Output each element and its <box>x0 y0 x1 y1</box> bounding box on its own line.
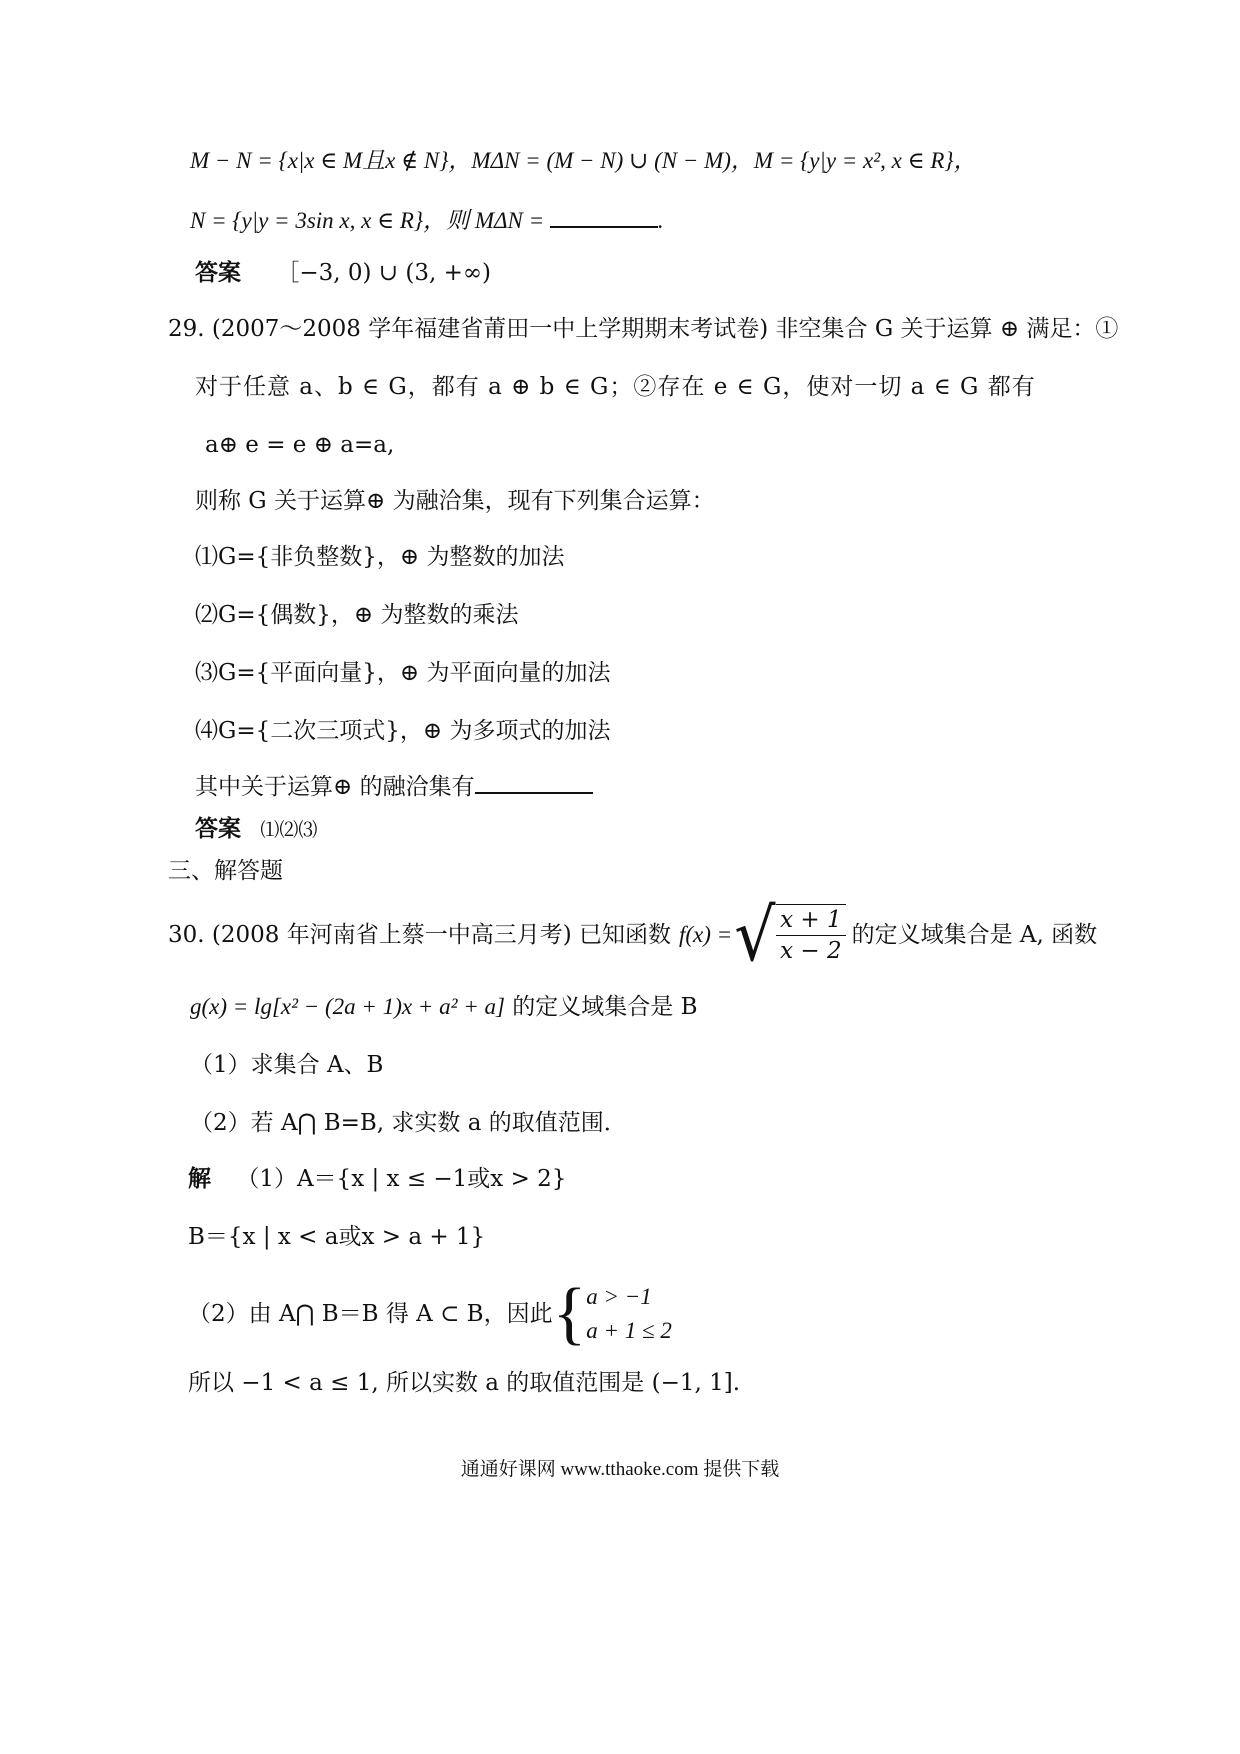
option-4: ⑷G={二次三项式}，⊕ 为多项式的加法 <box>195 718 611 744</box>
function-g: g(x) = lg[x² − (2a + 1)x + a² + a] <box>190 994 505 1019</box>
question-30-line-1 <box>168 893 1098 977</box>
solution-part-2-prefix: （2）由 A⋂ B＝B 得 A ⊂ B，因此 <box>188 1301 553 1327</box>
question-29-line-1: 29. (2007～2008 学年福建省莆田一中上学期期末考试卷) 非空集合 G 关于运算 ⊕ 满足：① <box>168 316 1119 342</box>
question-28-ask-text: N = {y|y = 3sin x, x ∈ R}，则 MΔN = <box>190 208 545 233</box>
question-29-line-2: 对于任意 a、b ∈ G，都有 a ⊕ b ∈ G；②存在 e ∈ G，使对一切 a ∈ G 都有 <box>195 374 1036 400</box>
answer-value: ⑴⑵⑶ <box>260 819 318 841</box>
solution-line-1 <box>188 1164 566 1194</box>
question-29-ask-text: 其中关于运算⊕ 的融洽集有 <box>195 774 475 800</box>
answer-label: 答案 <box>195 815 241 842</box>
answer-value: ［−3, 0) ∪ (3, +∞) <box>276 260 491 286</box>
question-30-line-2-suffix: 的定义域集合是 B <box>512 994 698 1020</box>
fraction-denominator: x − 2 <box>780 938 842 964</box>
question-30-part-2: （2）若 A⋂ B=B, 求实数 a 的取值范围． <box>190 1110 627 1136</box>
question-30-part-1: （1）求集合 A、B <box>190 1052 384 1078</box>
question-30-line-2 <box>190 992 697 1022</box>
fraction <box>776 904 846 966</box>
option-2: ⑵G={偶数}，⊕ 为整数的乘法 <box>195 602 519 628</box>
fraction-numerator: x + 1 <box>776 905 846 936</box>
sqrt-expression <box>732 893 845 977</box>
solution-conclusion: 所以 −1 < a ≤ 1, 所以实数 a 的取值范围是 (−1, 1]. <box>188 1370 741 1396</box>
inequality-system <box>552 1275 672 1352</box>
question-29-ask <box>195 772 593 802</box>
solution-set-b: B＝{x | x < a或x > a + 1} <box>188 1224 486 1250</box>
inequality-row-1: a > −1 <box>586 1284 652 1309</box>
page-footer: 通通好课网 www.tthaoke.com 提供下载 <box>460 1459 780 1480</box>
question-29-line-3: a⊕ e = e ⊕ a=a, <box>205 432 395 458</box>
section-heading: 三、解答题 <box>168 858 283 884</box>
answer-label: 答案 <box>195 259 241 286</box>
answer-28 <box>195 258 491 288</box>
radical-icon: √ <box>734 893 776 977</box>
answer-29 <box>195 814 317 845</box>
question-29-line-4: 则称 G 关于运算⊕ 为融洽集，现有下列集合运算： <box>195 488 715 514</box>
question-30-prefix: 30. (2008 年河南省上蔡一中高三月考) 已知函数 <box>168 922 671 948</box>
option-1: ⑴G={非负整数}，⊕ 为整数的加法 <box>195 544 565 570</box>
period: . <box>657 208 664 233</box>
answer-blank <box>475 792 593 794</box>
solution-label: 解 <box>188 1165 211 1192</box>
function-f: f(x) = <box>679 922 733 947</box>
solution-line-3 <box>188 1276 672 1352</box>
inequality-row-2: a + 1 ≤ 2 <box>586 1318 672 1343</box>
left-brace-icon: { <box>552 1275 587 1352</box>
question-28-ask <box>190 206 664 236</box>
question-30-suffix: 的定义域集合是 A, 函数 <box>851 922 1098 948</box>
option-3: ⑶G={平面向量}，⊕ 为平面向量的加法 <box>195 660 611 686</box>
solution-set-a: （1）A＝{x | x ≤ −1或x > 2} <box>236 1166 567 1192</box>
answer-blank <box>550 226 658 228</box>
set-difference-definition: M − N = {x|x ∈ M且x ∉ N}，MΔN = (M − N) ∪ (N − M)，M = {y|y = x², x ∈ R}， <box>190 148 977 173</box>
